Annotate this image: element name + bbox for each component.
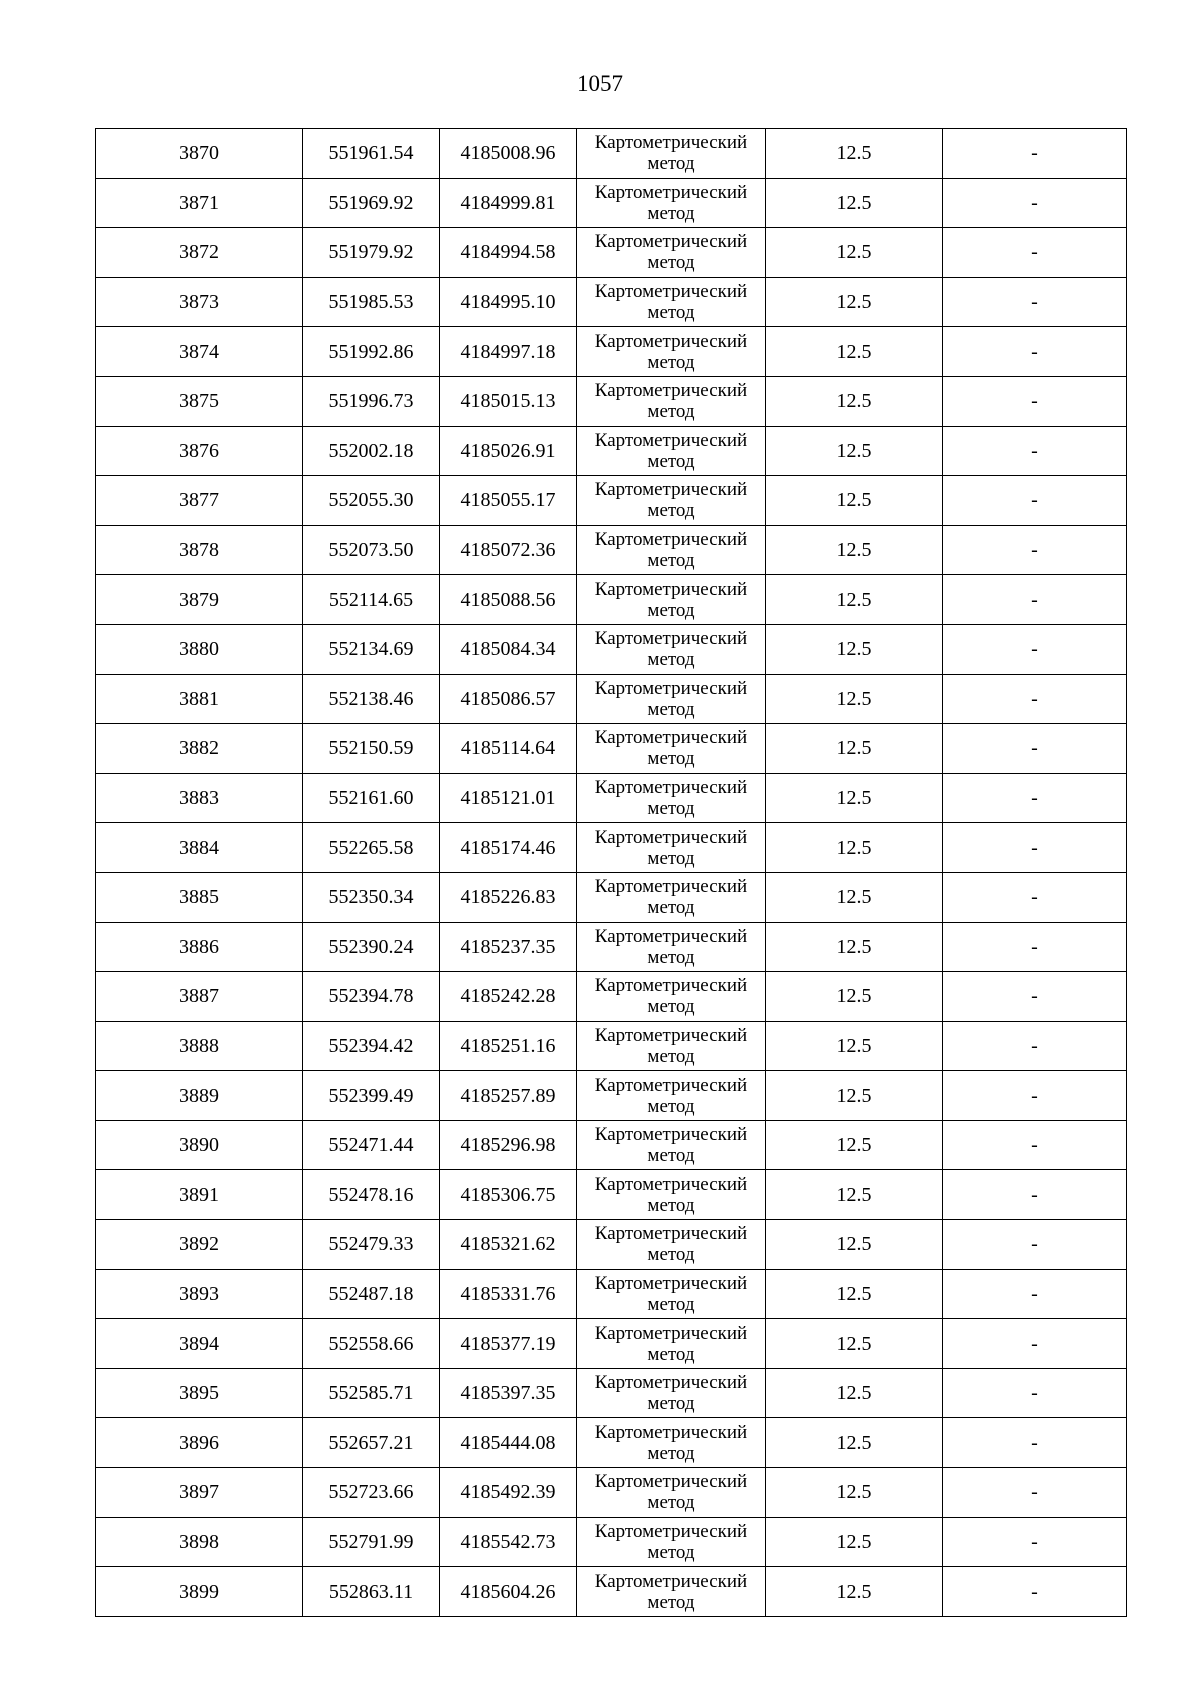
point-number-cell: 3888 bbox=[96, 1021, 303, 1071]
point-number-cell: 3883 bbox=[96, 773, 303, 823]
table-row bbox=[96, 1220, 1127, 1270]
y-coordinate-cell: 4185084.34 bbox=[440, 624, 577, 674]
accuracy-cell: 12.5 bbox=[766, 277, 943, 327]
method-cell bbox=[577, 327, 766, 377]
method-cell bbox=[577, 922, 766, 972]
note-cell: - bbox=[943, 525, 1127, 575]
method-line-2: метод bbox=[647, 450, 695, 472]
accuracy-cell: 12.5 bbox=[766, 674, 943, 724]
note-cell: - bbox=[943, 922, 1127, 972]
method-line-1: Картометрический bbox=[594, 1024, 748, 1046]
method-line-2: метод bbox=[647, 649, 695, 671]
point-number-cell: 3870 bbox=[96, 129, 303, 179]
point-number-cell: 3885 bbox=[96, 872, 303, 922]
table-row bbox=[96, 327, 1127, 377]
accuracy-cell: 12.5 bbox=[766, 1170, 943, 1220]
x-coordinate-cell: 552055.30 bbox=[303, 476, 440, 526]
accuracy-cell: 12.5 bbox=[766, 1368, 943, 1418]
accuracy-cell: 12.5 bbox=[766, 1269, 943, 1319]
method-line-1: Картометрический bbox=[594, 281, 748, 303]
y-coordinate-cell: 4185542.73 bbox=[440, 1517, 577, 1567]
method-line-1: Картометрический bbox=[594, 1520, 748, 1542]
x-coordinate-cell: 552585.71 bbox=[303, 1368, 440, 1418]
method-cell bbox=[577, 624, 766, 674]
method-cell bbox=[577, 1319, 766, 1369]
note-cell: - bbox=[943, 872, 1127, 922]
point-number-cell: 3876 bbox=[96, 426, 303, 476]
x-coordinate-cell: 552138.46 bbox=[303, 674, 440, 724]
y-coordinate-cell: 4185321.62 bbox=[440, 1220, 577, 1270]
method-cell bbox=[577, 1021, 766, 1071]
point-number-cell: 3880 bbox=[96, 624, 303, 674]
page-number: 1057 bbox=[577, 71, 623, 96]
note-cell: - bbox=[943, 1418, 1127, 1468]
point-number-cell: 3878 bbox=[96, 525, 303, 575]
y-coordinate-cell: 4185257.89 bbox=[440, 1071, 577, 1121]
accuracy-cell: 12.5 bbox=[766, 1517, 943, 1567]
table-row bbox=[96, 1567, 1127, 1617]
accuracy-cell: 12.5 bbox=[766, 1418, 943, 1468]
table-row bbox=[96, 1368, 1127, 1418]
table-row bbox=[96, 1071, 1127, 1121]
method-cell bbox=[577, 525, 766, 575]
x-coordinate-cell: 552558.66 bbox=[303, 1319, 440, 1369]
x-coordinate-cell: 552265.58 bbox=[303, 823, 440, 873]
table-row bbox=[96, 228, 1127, 278]
method-line-2: метод bbox=[647, 946, 695, 968]
point-number-cell: 3875 bbox=[96, 376, 303, 426]
point-number-cell: 3894 bbox=[96, 1319, 303, 1369]
method-line-2: метод bbox=[647, 550, 695, 572]
method-cell bbox=[577, 1269, 766, 1319]
method-line-1: Картометрический bbox=[594, 677, 748, 699]
table-row bbox=[96, 575, 1127, 625]
x-coordinate-cell: 552657.21 bbox=[303, 1418, 440, 1468]
method-cell bbox=[577, 1120, 766, 1170]
x-coordinate-cell: 552471.44 bbox=[303, 1120, 440, 1170]
x-coordinate-cell: 552791.99 bbox=[303, 1517, 440, 1567]
note-cell: - bbox=[943, 426, 1127, 476]
y-coordinate-cell: 4185055.17 bbox=[440, 476, 577, 526]
x-coordinate-cell: 551979.92 bbox=[303, 228, 440, 278]
note-cell: - bbox=[943, 178, 1127, 228]
note-cell: - bbox=[943, 1071, 1127, 1121]
note-cell: - bbox=[943, 277, 1127, 327]
table-row bbox=[96, 1418, 1127, 1468]
note-cell: - bbox=[943, 1517, 1127, 1567]
method-line-2: метод bbox=[647, 500, 695, 522]
method-cell bbox=[577, 674, 766, 724]
accuracy-cell: 12.5 bbox=[766, 376, 943, 426]
method-cell bbox=[577, 1071, 766, 1121]
point-number-cell: 3877 bbox=[96, 476, 303, 526]
method-line-2: метод bbox=[647, 748, 695, 770]
method-line-2: метод bbox=[647, 1045, 695, 1067]
method-cell bbox=[577, 1368, 766, 1418]
y-coordinate-cell: 4185251.16 bbox=[440, 1021, 577, 1071]
note-cell: - bbox=[943, 1468, 1127, 1518]
method-cell bbox=[577, 1517, 766, 1567]
table-row bbox=[96, 525, 1127, 575]
method-line-2: метод bbox=[647, 401, 695, 423]
method-cell bbox=[577, 1468, 766, 1518]
table-row bbox=[96, 872, 1127, 922]
point-number-cell: 3871 bbox=[96, 178, 303, 228]
y-coordinate-cell: 4185008.96 bbox=[440, 129, 577, 179]
x-coordinate-cell: 552161.60 bbox=[303, 773, 440, 823]
method-cell bbox=[577, 972, 766, 1022]
method-line-1: Картометрический bbox=[594, 330, 748, 352]
accuracy-cell: 12.5 bbox=[766, 922, 943, 972]
x-coordinate-cell: 552394.78 bbox=[303, 972, 440, 1022]
y-coordinate-cell: 4185296.98 bbox=[440, 1120, 577, 1170]
y-coordinate-cell: 4184997.18 bbox=[440, 327, 577, 377]
table-row bbox=[96, 624, 1127, 674]
table-row bbox=[96, 724, 1127, 774]
y-coordinate-cell: 4185377.19 bbox=[440, 1319, 577, 1369]
accuracy-cell: 12.5 bbox=[766, 872, 943, 922]
table-row bbox=[96, 1468, 1127, 1518]
y-coordinate-cell: 4185072.36 bbox=[440, 525, 577, 575]
x-coordinate-cell: 552134.69 bbox=[303, 624, 440, 674]
x-coordinate-cell: 552863.11 bbox=[303, 1567, 440, 1617]
table-row bbox=[96, 1170, 1127, 1220]
table-row bbox=[96, 277, 1127, 327]
accuracy-cell: 12.5 bbox=[766, 1319, 943, 1369]
accuracy-cell: 12.5 bbox=[766, 228, 943, 278]
method-line-2: метод bbox=[647, 153, 695, 175]
y-coordinate-cell: 4185114.64 bbox=[440, 724, 577, 774]
y-coordinate-cell: 4185492.39 bbox=[440, 1468, 577, 1518]
table-row bbox=[96, 1517, 1127, 1567]
note-cell: - bbox=[943, 575, 1127, 625]
x-coordinate-cell: 552073.50 bbox=[303, 525, 440, 575]
point-number-cell: 3895 bbox=[96, 1368, 303, 1418]
x-coordinate-cell: 552394.42 bbox=[303, 1021, 440, 1071]
note-cell: - bbox=[943, 376, 1127, 426]
accuracy-cell: 12.5 bbox=[766, 129, 943, 179]
method-line-1: Картометрический bbox=[594, 1372, 748, 1394]
point-number-cell: 3898 bbox=[96, 1517, 303, 1567]
method-line-1: Картометрический bbox=[594, 1570, 748, 1592]
table-row bbox=[96, 376, 1127, 426]
accuracy-cell: 12.5 bbox=[766, 972, 943, 1022]
point-number-cell: 3896 bbox=[96, 1418, 303, 1468]
note-cell: - bbox=[943, 773, 1127, 823]
accuracy-cell: 12.5 bbox=[766, 773, 943, 823]
method-cell bbox=[577, 1567, 766, 1617]
accuracy-cell: 12.5 bbox=[766, 1021, 943, 1071]
accuracy-cell: 12.5 bbox=[766, 1120, 943, 1170]
method-cell bbox=[577, 178, 766, 228]
method-cell bbox=[577, 575, 766, 625]
y-coordinate-cell: 4185226.83 bbox=[440, 872, 577, 922]
method-line-1: Картометрический bbox=[594, 826, 748, 848]
method-line-2: метод bbox=[647, 897, 695, 919]
x-coordinate-cell: 551996.73 bbox=[303, 376, 440, 426]
accuracy-cell: 12.5 bbox=[766, 1567, 943, 1617]
table-row bbox=[96, 1120, 1127, 1170]
method-line-2: метод bbox=[647, 1343, 695, 1365]
y-coordinate-cell: 4185397.35 bbox=[440, 1368, 577, 1418]
note-cell: - bbox=[943, 327, 1127, 377]
method-cell bbox=[577, 476, 766, 526]
note-cell: - bbox=[943, 624, 1127, 674]
table-row bbox=[96, 674, 1127, 724]
table-row bbox=[96, 178, 1127, 228]
point-number-cell: 3891 bbox=[96, 1170, 303, 1220]
x-coordinate-cell: 552350.34 bbox=[303, 872, 440, 922]
method-line-2: метод bbox=[647, 1145, 695, 1167]
x-coordinate-cell: 552390.24 bbox=[303, 922, 440, 972]
table-row bbox=[96, 773, 1127, 823]
note-cell: - bbox=[943, 1319, 1127, 1369]
method-line-2: метод bbox=[647, 1591, 695, 1613]
y-coordinate-cell: 4185306.75 bbox=[440, 1170, 577, 1220]
x-coordinate-cell: 552723.66 bbox=[303, 1468, 440, 1518]
note-cell: - bbox=[943, 1269, 1127, 1319]
method-cell bbox=[577, 228, 766, 278]
method-cell bbox=[577, 823, 766, 873]
y-coordinate-cell: 4185088.56 bbox=[440, 575, 577, 625]
method-line-2: метод bbox=[647, 1492, 695, 1514]
note-cell: - bbox=[943, 1021, 1127, 1071]
accuracy-cell: 12.5 bbox=[766, 624, 943, 674]
method-cell bbox=[577, 129, 766, 179]
point-number-cell: 3879 bbox=[96, 575, 303, 625]
method-line-1: Картометрический bbox=[594, 777, 748, 799]
point-number-cell: 3890 bbox=[96, 1120, 303, 1170]
x-coordinate-cell: 552002.18 bbox=[303, 426, 440, 476]
y-coordinate-cell: 4184999.81 bbox=[440, 178, 577, 228]
method-line-2: метод bbox=[647, 996, 695, 1018]
coordinates-table-body bbox=[96, 129, 1127, 1617]
x-coordinate-cell: 551969.92 bbox=[303, 178, 440, 228]
method-line-2: метод bbox=[647, 599, 695, 621]
point-number-cell: 3889 bbox=[96, 1071, 303, 1121]
x-coordinate-cell: 552150.59 bbox=[303, 724, 440, 774]
accuracy-cell: 12.5 bbox=[766, 178, 943, 228]
method-line-1: Картометрический bbox=[594, 1322, 748, 1344]
point-number-cell: 3887 bbox=[96, 972, 303, 1022]
y-coordinate-cell: 4185086.57 bbox=[440, 674, 577, 724]
method-line-1: Картометрический bbox=[594, 380, 748, 402]
accuracy-cell: 12.5 bbox=[766, 575, 943, 625]
table-row bbox=[96, 1269, 1127, 1319]
point-number-cell: 3897 bbox=[96, 1468, 303, 1518]
method-cell bbox=[577, 724, 766, 774]
method-line-2: метод bbox=[647, 1541, 695, 1563]
accuracy-cell: 12.5 bbox=[766, 327, 943, 377]
method-cell bbox=[577, 426, 766, 476]
note-cell: - bbox=[943, 823, 1127, 873]
y-coordinate-cell: 4185121.01 bbox=[440, 773, 577, 823]
method-line-1: Картометрический bbox=[594, 529, 748, 551]
x-coordinate-cell: 552487.18 bbox=[303, 1269, 440, 1319]
method-cell bbox=[577, 872, 766, 922]
accuracy-cell: 12.5 bbox=[766, 426, 943, 476]
point-number-cell: 3874 bbox=[96, 327, 303, 377]
method-line-1: Картометрический bbox=[594, 1173, 748, 1195]
point-number-cell: 3893 bbox=[96, 1269, 303, 1319]
method-line-1: Картометрический bbox=[594, 479, 748, 501]
table-row bbox=[96, 1021, 1127, 1071]
point-number-cell: 3884 bbox=[96, 823, 303, 873]
method-line-1: Картометрический bbox=[594, 1272, 748, 1294]
method-line-2: метод bbox=[647, 351, 695, 373]
x-coordinate-cell: 552399.49 bbox=[303, 1071, 440, 1121]
y-coordinate-cell: 4185026.91 bbox=[440, 426, 577, 476]
y-coordinate-cell: 4185331.76 bbox=[440, 1269, 577, 1319]
y-coordinate-cell: 4184995.10 bbox=[440, 277, 577, 327]
method-line-2: метод bbox=[647, 1293, 695, 1315]
method-line-1: Картометрический bbox=[594, 925, 748, 947]
note-cell: - bbox=[943, 724, 1127, 774]
point-number-cell: 3881 bbox=[96, 674, 303, 724]
y-coordinate-cell: 4185604.26 bbox=[440, 1567, 577, 1617]
table-row bbox=[96, 129, 1127, 179]
x-coordinate-cell: 551985.53 bbox=[303, 277, 440, 327]
point-number-cell: 3892 bbox=[96, 1220, 303, 1270]
method-line-2: метод bbox=[647, 698, 695, 720]
method-cell bbox=[577, 1418, 766, 1468]
method-line-1: Картометрический bbox=[594, 578, 748, 600]
table-row bbox=[96, 476, 1127, 526]
method-line-2: метод bbox=[647, 1095, 695, 1117]
note-cell: - bbox=[943, 129, 1127, 179]
x-coordinate-cell: 552479.33 bbox=[303, 1220, 440, 1270]
note-cell: - bbox=[943, 674, 1127, 724]
table-row bbox=[96, 426, 1127, 476]
method-cell bbox=[577, 376, 766, 426]
method-line-1: Картометрический bbox=[594, 876, 748, 898]
x-coordinate-cell: 552478.16 bbox=[303, 1170, 440, 1220]
accuracy-cell: 12.5 bbox=[766, 1071, 943, 1121]
note-cell: - bbox=[943, 228, 1127, 278]
point-number-cell: 3886 bbox=[96, 922, 303, 972]
method-line-1: Картометрический bbox=[594, 231, 748, 253]
coordinates-table bbox=[95, 128, 1127, 1617]
accuracy-cell: 12.5 bbox=[766, 476, 943, 526]
method-line-2: метод bbox=[647, 847, 695, 869]
method-line-1: Картометрический bbox=[594, 1074, 748, 1096]
note-cell: - bbox=[943, 1220, 1127, 1270]
note-cell: - bbox=[943, 1170, 1127, 1220]
note-cell: - bbox=[943, 1120, 1127, 1170]
table-row bbox=[96, 1319, 1127, 1369]
note-cell: - bbox=[943, 476, 1127, 526]
y-coordinate-cell: 4185242.28 bbox=[440, 972, 577, 1022]
method-line-1: Картометрический bbox=[594, 1421, 748, 1443]
table-row bbox=[96, 922, 1127, 972]
method-line-1: Картометрический bbox=[594, 1223, 748, 1245]
point-number-cell: 3872 bbox=[96, 228, 303, 278]
accuracy-cell: 12.5 bbox=[766, 1468, 943, 1518]
method-line-1: Картометрический bbox=[594, 727, 748, 749]
method-cell bbox=[577, 773, 766, 823]
method-cell bbox=[577, 277, 766, 327]
method-line-1: Картометрический bbox=[594, 628, 748, 650]
method-line-2: метод bbox=[647, 1393, 695, 1415]
y-coordinate-cell: 4185444.08 bbox=[440, 1418, 577, 1468]
note-cell: - bbox=[943, 972, 1127, 1022]
note-cell: - bbox=[943, 1368, 1127, 1418]
accuracy-cell: 12.5 bbox=[766, 525, 943, 575]
method-line-2: метод bbox=[647, 1194, 695, 1216]
method-cell bbox=[577, 1170, 766, 1220]
method-cell bbox=[577, 1220, 766, 1270]
note-cell: - bbox=[943, 1567, 1127, 1617]
method-line-2: метод bbox=[647, 798, 695, 820]
method-line-2: метод bbox=[647, 1244, 695, 1266]
method-line-1: Картометрический bbox=[594, 181, 748, 203]
method-line-2: метод bbox=[647, 1442, 695, 1464]
y-coordinate-cell: 4185237.35 bbox=[440, 922, 577, 972]
x-coordinate-cell: 552114.65 bbox=[303, 575, 440, 625]
y-coordinate-cell: 4185174.46 bbox=[440, 823, 577, 873]
method-line-1: Картометрический bbox=[594, 1124, 748, 1146]
y-coordinate-cell: 4185015.13 bbox=[440, 376, 577, 426]
y-coordinate-cell: 4184994.58 bbox=[440, 228, 577, 278]
method-line-2: метод bbox=[647, 302, 695, 324]
accuracy-cell: 12.5 bbox=[766, 1220, 943, 1270]
method-line-1: Картометрический bbox=[594, 975, 748, 997]
method-line-1: Картометрический bbox=[594, 429, 748, 451]
method-line-2: метод bbox=[647, 252, 695, 274]
method-line-1: Картометрический bbox=[594, 1471, 748, 1493]
point-number-cell: 3873 bbox=[96, 277, 303, 327]
method-line-1: Картометрический bbox=[594, 132, 748, 154]
x-coordinate-cell: 551992.86 bbox=[303, 327, 440, 377]
point-number-cell: 3882 bbox=[96, 724, 303, 774]
table-row bbox=[96, 823, 1127, 873]
accuracy-cell: 12.5 bbox=[766, 724, 943, 774]
table-row bbox=[96, 972, 1127, 1022]
x-coordinate-cell: 551961.54 bbox=[303, 129, 440, 179]
point-number-cell: 3899 bbox=[96, 1567, 303, 1617]
accuracy-cell: 12.5 bbox=[766, 823, 943, 873]
method-line-2: метод bbox=[647, 202, 695, 224]
